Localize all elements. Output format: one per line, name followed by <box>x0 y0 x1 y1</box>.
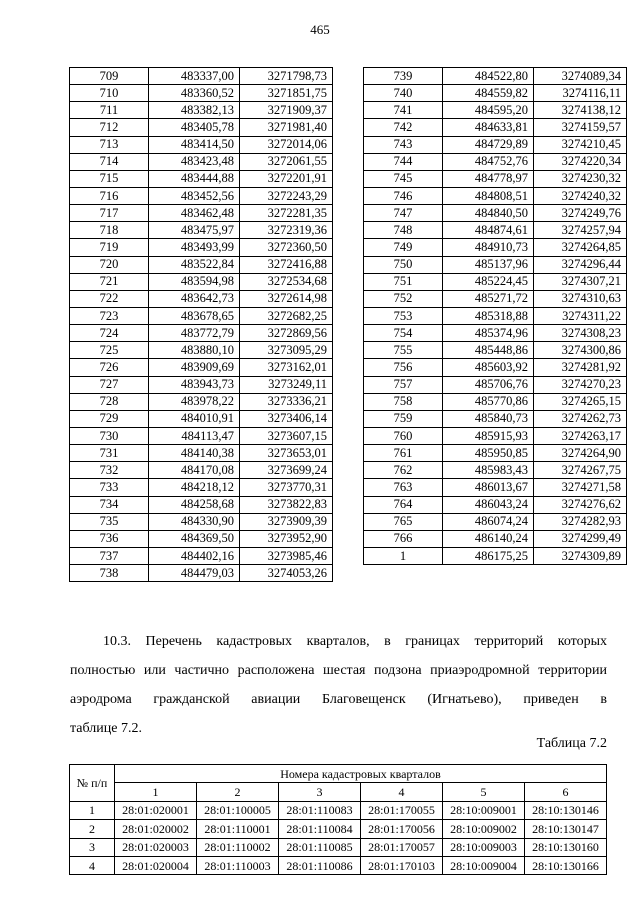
coord-y: 3271909,37 <box>240 102 333 119</box>
paragraph-10-3 <box>70 627 607 743</box>
coord-y: 3273822,83 <box>240 496 333 513</box>
table-row <box>70 427 333 444</box>
point-number: 734 <box>70 496 149 513</box>
table-row <box>70 856 607 874</box>
coord-x: 486140,24 <box>443 530 534 547</box>
coord-x: 483978,22 <box>149 393 240 410</box>
point-number: 738 <box>70 565 149 582</box>
point-number: 755 <box>364 342 443 359</box>
table-row <box>70 547 333 564</box>
table-header-row <box>70 765 607 783</box>
point-number: 709 <box>70 68 149 85</box>
coord-x: 483360,52 <box>149 85 240 102</box>
coord-x: 484010,91 <box>149 410 240 427</box>
table-row <box>70 205 333 222</box>
coord-y: 3271851,75 <box>240 85 333 102</box>
point-number: 710 <box>70 85 149 102</box>
cadastral-number: 28:01:020001 <box>115 801 197 819</box>
coord-x: 485224,45 <box>443 273 534 290</box>
coord-x: 483423,48 <box>149 153 240 170</box>
table-row <box>364 153 627 170</box>
coord-x: 485840,73 <box>443 410 534 427</box>
point-number: 717 <box>70 205 149 222</box>
coord-x: 483444,88 <box>149 170 240 187</box>
table-row <box>70 325 333 342</box>
coordinates-table-right <box>363 67 627 565</box>
coord-y: 3273336,21 <box>240 393 333 410</box>
point-number: 747 <box>364 205 443 222</box>
point-number: 718 <box>70 222 149 239</box>
cadastral-number: 28:01:110084 <box>279 820 361 838</box>
coord-y: 3272614,98 <box>240 290 333 307</box>
table-row <box>70 342 333 359</box>
coord-x: 484874,61 <box>443 222 534 239</box>
table-row <box>364 359 627 376</box>
cadastral-number: 28:10:130146 <box>525 801 607 819</box>
point-number: 737 <box>70 547 149 564</box>
coord-x: 483414,50 <box>149 136 240 153</box>
coord-y: 3274089,34 <box>534 68 627 85</box>
table-row <box>364 136 627 153</box>
coord-y: 3274270,23 <box>534 376 627 393</box>
point-number: 741 <box>364 102 443 119</box>
table-row <box>364 102 627 119</box>
coord-x: 484808,51 <box>443 187 534 204</box>
cadastral-number: 28:01:170057 <box>361 838 443 856</box>
coord-x: 484218,12 <box>149 479 240 496</box>
table-row <box>70 376 333 393</box>
table-row <box>70 136 333 153</box>
table-row <box>70 256 333 273</box>
coord-x: 484258,68 <box>149 496 240 513</box>
table-row <box>70 820 607 838</box>
table-row <box>364 239 627 256</box>
coord-y: 3274116,11 <box>534 85 627 102</box>
coord-y: 3274282,93 <box>534 513 627 530</box>
point-number: 745 <box>364 170 443 187</box>
coord-y: 3272014,06 <box>240 136 333 153</box>
paragraph-line: полностью или частично расположена шестая подзона приаэродромной территории <box>70 663 607 678</box>
coord-y: 3274309,89 <box>534 547 627 564</box>
point-number: 722 <box>70 290 149 307</box>
coord-x: 485950,85 <box>443 445 534 462</box>
coord-x: 484559,82 <box>443 85 534 102</box>
coord-x: 486013,67 <box>443 479 534 496</box>
cadastral-number: 28:01:110003 <box>197 856 279 874</box>
point-number: 727 <box>70 376 149 393</box>
paragraph-line: аэродрома гражданской авиации Благовещенск (Игнатьево), приведен в <box>70 692 607 707</box>
page-number: 465 <box>310 22 330 37</box>
table-row <box>70 273 333 290</box>
point-number: 716 <box>70 187 149 204</box>
table-row <box>70 85 333 102</box>
coord-x: 484729,89 <box>443 136 534 153</box>
point-number: 731 <box>70 445 149 462</box>
coord-x: 483880,10 <box>149 342 240 359</box>
table-row <box>70 838 607 856</box>
cadastral-number: 28:01:020004 <box>115 856 197 874</box>
column-number: 3 <box>279 783 361 801</box>
point-number: 757 <box>364 376 443 393</box>
coord-x: 484330,90 <box>149 513 240 530</box>
coord-y: 3274220,34 <box>534 153 627 170</box>
point-number: 766 <box>364 530 443 547</box>
coord-y: 3274299,49 <box>534 530 627 547</box>
point-number: 733 <box>70 479 149 496</box>
coord-x: 486043,24 <box>443 496 534 513</box>
table-row <box>364 342 627 359</box>
point-number: 732 <box>70 462 149 479</box>
coord-x: 484778,97 <box>443 170 534 187</box>
table-row <box>364 445 627 462</box>
column-number: 1 <box>115 783 197 801</box>
coord-y: 3274265,15 <box>534 393 627 410</box>
coord-y: 3274311,22 <box>534 307 627 324</box>
point-number: 753 <box>364 307 443 324</box>
coord-x: 484170,08 <box>149 462 240 479</box>
point-number: 756 <box>364 359 443 376</box>
coord-x: 483462,48 <box>149 205 240 222</box>
point-number: 730 <box>70 427 149 444</box>
table-row <box>70 119 333 136</box>
column-number: 2 <box>197 783 279 801</box>
coord-x: 483452,56 <box>149 187 240 204</box>
point-number: 752 <box>364 290 443 307</box>
table-row <box>70 290 333 307</box>
row-number: 3 <box>70 838 115 856</box>
row-number: 2 <box>70 820 115 838</box>
cadastral-number: 28:01:110001 <box>197 820 279 838</box>
point-number: 761 <box>364 445 443 462</box>
coord-y: 3274264,85 <box>534 239 627 256</box>
table-row <box>70 239 333 256</box>
table-row <box>70 410 333 427</box>
coord-y: 3272243,29 <box>240 187 333 204</box>
point-number: 763 <box>364 479 443 496</box>
table-row <box>364 307 627 324</box>
point-number: 739 <box>364 68 443 85</box>
table-row <box>70 462 333 479</box>
coord-y: 3272682,25 <box>240 307 333 324</box>
column-number-row <box>70 783 607 801</box>
table-row <box>364 547 627 564</box>
table-row <box>364 325 627 342</box>
table-row <box>364 85 627 102</box>
table-row <box>364 222 627 239</box>
cadastral-number: 28:10:130160 <box>525 838 607 856</box>
cadastral-number: 28:01:110083 <box>279 801 361 819</box>
coord-x: 485448,86 <box>443 342 534 359</box>
coord-x: 484840,50 <box>443 205 534 222</box>
table-row <box>70 68 333 85</box>
coord-x: 485271,72 <box>443 290 534 307</box>
cadastral-number: 28:01:110085 <box>279 838 361 856</box>
coord-y: 3273985,46 <box>240 547 333 564</box>
coord-y: 3272869,56 <box>240 325 333 342</box>
point-number: 1 <box>364 547 443 564</box>
table-row <box>364 256 627 273</box>
table-row <box>70 801 607 819</box>
point-number: 740 <box>364 85 443 102</box>
point-number: 764 <box>364 496 443 513</box>
coord-x: 486175,25 <box>443 547 534 564</box>
coord-y: 3273162,01 <box>240 359 333 376</box>
point-number: 762 <box>364 462 443 479</box>
point-number: 735 <box>70 513 149 530</box>
point-number: 711 <box>70 102 149 119</box>
point-number: 729 <box>70 410 149 427</box>
point-number: 765 <box>364 513 443 530</box>
point-number: 743 <box>364 136 443 153</box>
cadastral-number: 28:01:170055 <box>361 801 443 819</box>
coord-y: 3274210,45 <box>534 136 627 153</box>
column-number: 4 <box>361 783 443 801</box>
point-number: 736 <box>70 530 149 547</box>
table-caption: Таблица 7.2 <box>536 736 607 751</box>
table-row <box>70 393 333 410</box>
coord-x: 483475,97 <box>149 222 240 239</box>
point-number: 749 <box>364 239 443 256</box>
table-row <box>364 393 627 410</box>
coord-y: 3274263,17 <box>534 427 627 444</box>
cadastral-number: 28:01:110086 <box>279 856 361 874</box>
coord-y: 3271798,73 <box>240 68 333 85</box>
coord-y: 3274296,44 <box>534 256 627 273</box>
rownum-header: № п/п <box>70 765 115 802</box>
coord-y: 3274053,26 <box>240 565 333 582</box>
coord-y: 3273770,31 <box>240 479 333 496</box>
coord-y: 3273249,11 <box>240 376 333 393</box>
table-row <box>70 222 333 239</box>
coord-x: 485603,92 <box>443 359 534 376</box>
point-number: 723 <box>70 307 149 324</box>
coord-x: 485915,93 <box>443 427 534 444</box>
coord-y: 3274257,94 <box>534 222 627 239</box>
coord-y: 3272319,36 <box>240 222 333 239</box>
coord-x: 485706,76 <box>443 376 534 393</box>
coord-x: 483522,84 <box>149 256 240 273</box>
point-number: 751 <box>364 273 443 290</box>
table-row <box>70 102 333 119</box>
table-row <box>70 170 333 187</box>
point-number: 712 <box>70 119 149 136</box>
coord-x: 483493,99 <box>149 239 240 256</box>
coord-x: 483909,69 <box>149 359 240 376</box>
paragraph-line: таблице 7.2. <box>70 721 142 736</box>
table-row <box>364 187 627 204</box>
coord-y: 3273699,24 <box>240 462 333 479</box>
table-row <box>70 530 333 547</box>
table-row <box>364 513 627 530</box>
cadastral-number: 28:01:170103 <box>361 856 443 874</box>
cadastral-number: 28:01:020002 <box>115 820 197 838</box>
point-number: 713 <box>70 136 149 153</box>
coord-y: 3272360,50 <box>240 239 333 256</box>
coord-x: 483642,73 <box>149 290 240 307</box>
coord-x: 484595,20 <box>443 102 534 119</box>
cadastral-number: 28:10:130166 <box>525 856 607 874</box>
coord-x: 485983,43 <box>443 462 534 479</box>
coord-y: 3274230,32 <box>534 170 627 187</box>
coord-y: 3273406,14 <box>240 410 333 427</box>
table-row <box>364 273 627 290</box>
cadastral-number: 28:10:130147 <box>525 820 607 838</box>
point-number: 760 <box>364 427 443 444</box>
point-number: 726 <box>70 359 149 376</box>
coord-y: 3274307,21 <box>534 273 627 290</box>
coord-y: 3274249,76 <box>534 205 627 222</box>
coord-x: 483772,79 <box>149 325 240 342</box>
table-row <box>70 307 333 324</box>
coord-y: 3274240,32 <box>534 187 627 204</box>
row-number: 4 <box>70 856 115 874</box>
column-number: 5 <box>443 783 525 801</box>
coord-x: 485318,88 <box>443 307 534 324</box>
table-row <box>70 513 333 530</box>
point-number: 725 <box>70 342 149 359</box>
coord-y: 3271981,40 <box>240 119 333 136</box>
point-number: 719 <box>70 239 149 256</box>
point-number: 742 <box>364 119 443 136</box>
point-number: 714 <box>70 153 149 170</box>
table-row <box>364 68 627 85</box>
coord-y: 3273909,39 <box>240 513 333 530</box>
coord-x: 484522,80 <box>443 68 534 85</box>
group-header: Номера кадастровых кварталов <box>115 765 607 783</box>
table-row <box>70 187 333 204</box>
cadastral-quarters-table <box>69 764 607 875</box>
cadastral-number: 28:01:170056 <box>361 820 443 838</box>
coord-y: 3274300,86 <box>534 342 627 359</box>
point-number: 748 <box>364 222 443 239</box>
cadastral-number: 28:01:100005 <box>197 801 279 819</box>
point-number: 746 <box>364 187 443 204</box>
table-row <box>70 153 333 170</box>
coord-x: 484633,81 <box>443 119 534 136</box>
table-row <box>364 119 627 136</box>
row-number: 1 <box>70 801 115 819</box>
table-row <box>364 376 627 393</box>
coord-y: 3274264,90 <box>534 445 627 462</box>
point-number: 759 <box>364 410 443 427</box>
coord-y: 3272061,55 <box>240 153 333 170</box>
point-number: 728 <box>70 393 149 410</box>
coord-y: 3274267,75 <box>534 462 627 479</box>
paragraph-line: 10.3. Перечень кадастровых кварталов, в границах территорий которых <box>103 634 607 649</box>
coord-x: 485770,86 <box>443 393 534 410</box>
coord-x: 483405,78 <box>149 119 240 136</box>
coord-x: 483594,98 <box>149 273 240 290</box>
table-row <box>70 565 333 582</box>
coord-y: 3274308,23 <box>534 325 627 342</box>
point-number: 744 <box>364 153 443 170</box>
table-row <box>364 205 627 222</box>
table-row <box>364 170 627 187</box>
point-number: 750 <box>364 256 443 273</box>
coord-y: 3274276,62 <box>534 496 627 513</box>
column-number: 6 <box>525 783 607 801</box>
table-row <box>364 462 627 479</box>
coord-x: 484910,73 <box>443 239 534 256</box>
table-row <box>364 410 627 427</box>
cadastral-number: 28:01:110002 <box>197 838 279 856</box>
coord-x: 484752,76 <box>443 153 534 170</box>
coord-y: 3272416,88 <box>240 256 333 273</box>
table-row <box>70 359 333 376</box>
point-number: 754 <box>364 325 443 342</box>
point-number: 724 <box>70 325 149 342</box>
coordinates-table-left <box>69 67 333 582</box>
coord-x: 483337,00 <box>149 68 240 85</box>
coord-y: 3274281,92 <box>534 359 627 376</box>
coord-y: 3274310,63 <box>534 290 627 307</box>
coord-x: 484113,47 <box>149 427 240 444</box>
cadastral-number: 28:10:009002 <box>443 820 525 838</box>
table-row <box>364 496 627 513</box>
coord-y: 3273952,90 <box>240 530 333 547</box>
coord-x: 483382,13 <box>149 102 240 119</box>
point-number: 715 <box>70 170 149 187</box>
coord-x: 484479,03 <box>149 565 240 582</box>
cadastral-number: 28:10:009003 <box>443 838 525 856</box>
coord-y: 3274138,12 <box>534 102 627 119</box>
coord-x: 485137,96 <box>443 256 534 273</box>
coord-y: 3272281,35 <box>240 205 333 222</box>
coord-x: 483943,73 <box>149 376 240 393</box>
point-number: 720 <box>70 256 149 273</box>
point-number: 721 <box>70 273 149 290</box>
coord-x: 484140,38 <box>149 445 240 462</box>
table-row <box>70 445 333 462</box>
table-row <box>364 479 627 496</box>
coord-y: 3274159,57 <box>534 119 627 136</box>
coord-x: 485374,96 <box>443 325 534 342</box>
coord-y: 3274271,58 <box>534 479 627 496</box>
cadastral-number: 28:10:009001 <box>443 801 525 819</box>
table-row <box>364 427 627 444</box>
coord-y: 3273095,29 <box>240 342 333 359</box>
coord-y: 3273607,15 <box>240 427 333 444</box>
coord-x: 486074,24 <box>443 513 534 530</box>
table-row <box>364 290 627 307</box>
coord-y: 3274262,73 <box>534 410 627 427</box>
coord-x: 484402,16 <box>149 547 240 564</box>
coord-y: 3273653,01 <box>240 445 333 462</box>
point-number: 758 <box>364 393 443 410</box>
cadastral-number: 28:10:009004 <box>443 856 525 874</box>
coord-y: 3272201,91 <box>240 170 333 187</box>
coord-x: 483678,65 <box>149 307 240 324</box>
table-row <box>364 530 627 547</box>
table-row <box>70 496 333 513</box>
coord-y: 3272534,68 <box>240 273 333 290</box>
table-row <box>70 479 333 496</box>
cadastral-number: 28:01:020003 <box>115 838 197 856</box>
coord-x: 484369,50 <box>149 530 240 547</box>
